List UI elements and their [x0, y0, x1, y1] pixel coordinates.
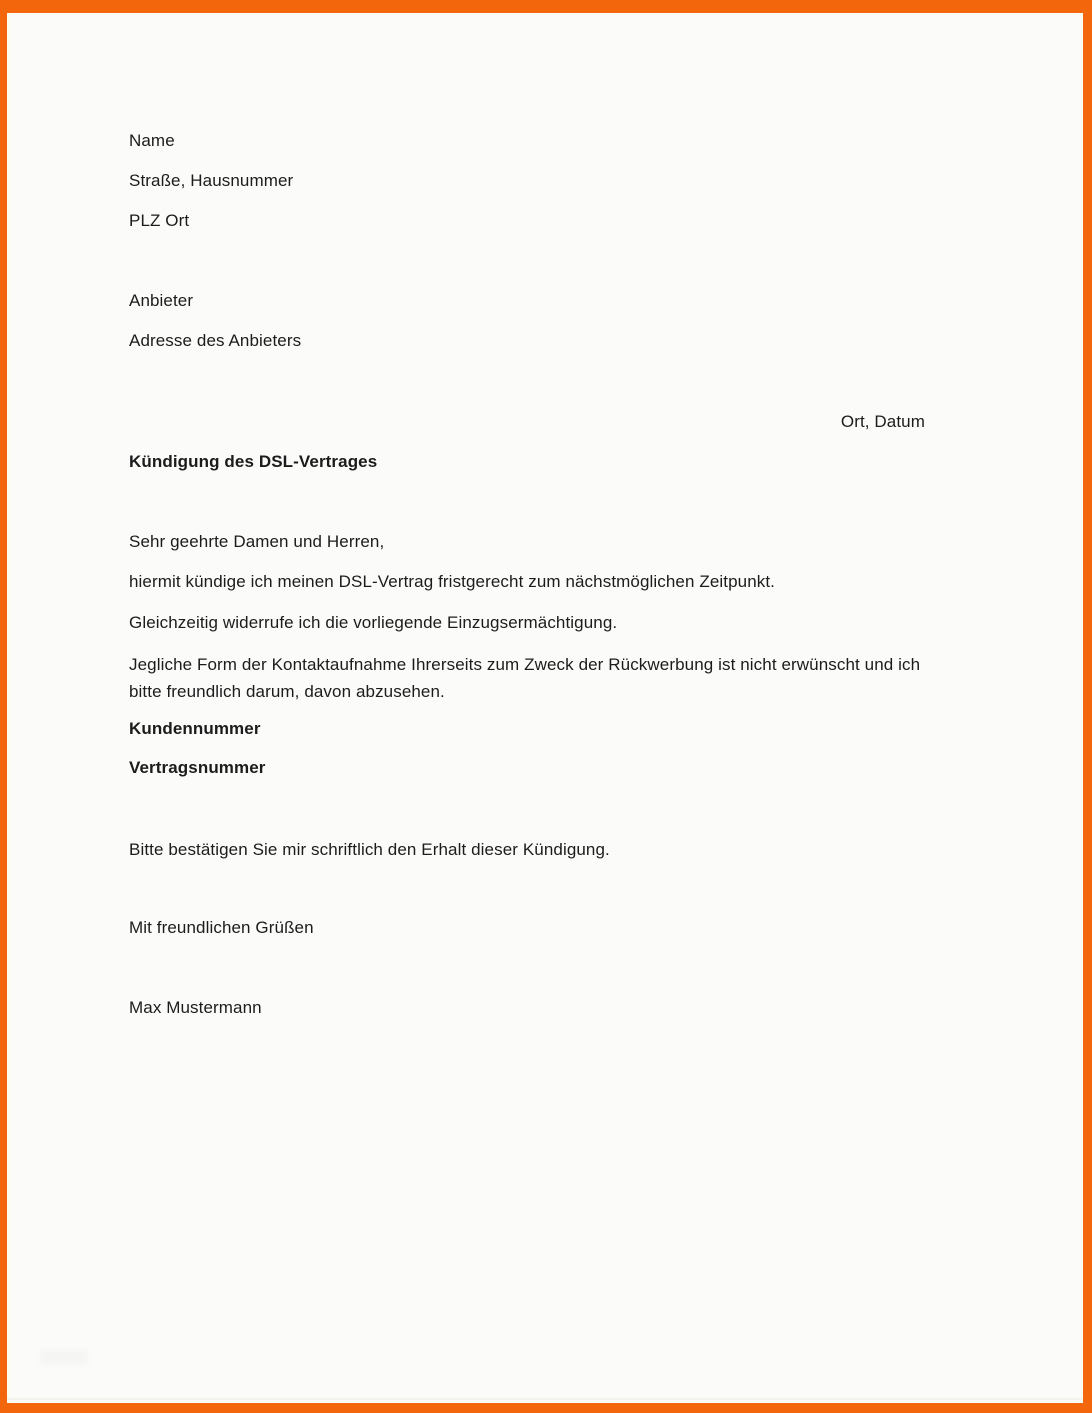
customer-number-label: Kundennummer	[129, 719, 261, 738]
paragraph-revocation: Gleichzeitig widerrufe ich die vorliegende Einzugsermächtigung.	[129, 613, 618, 632]
salutation: Sehr geehrte Damen und Herren,	[129, 532, 385, 551]
signature-name: Max Mustermann	[129, 998, 262, 1017]
sender-name: Name	[129, 131, 175, 150]
paragraph-no-contact-line1: Jegliche Form der Kontaktaufnahme Ihrerseits zum Zweck der Rückwerbung ist nicht erwünscht und ich	[129, 655, 921, 674]
faint-watermark	[40, 1350, 88, 1365]
recipient-provider: Anbieter	[129, 291, 194, 310]
page-inner-edge-right	[1080, 13, 1083, 1403]
closing: Mit freundlichen Grüßen	[129, 918, 314, 937]
sender-street: Straße, Hausnummer	[129, 171, 294, 190]
paragraph-cancellation: hiermit kündige ich meinen DSL-Vertrag fristgerecht zum nächstmöglichen Zeitpunkt.	[129, 572, 775, 591]
page-inner-edge-bottom	[7, 1398, 1083, 1400]
sender-city: PLZ Ort	[129, 211, 190, 230]
subject-line: Kündigung des DSL-Vertrages	[129, 452, 378, 471]
paragraph-no-contact-line2: bitte freundlich darum, davon abzusehen.	[129, 682, 445, 701]
page-inner-edge-left	[7, 13, 10, 1403]
contract-number-label: Vertragsnummer	[129, 758, 266, 777]
confirmation-request: Bitte bestätigen Sie mir schriftlich den Erhalt dieser Kündigung.	[129, 840, 610, 859]
date-line: Ort, Datum	[840, 412, 925, 431]
recipient-address: Adresse des Anbieters	[129, 331, 302, 350]
paragraph-no-contact	[129, 651, 920, 705]
